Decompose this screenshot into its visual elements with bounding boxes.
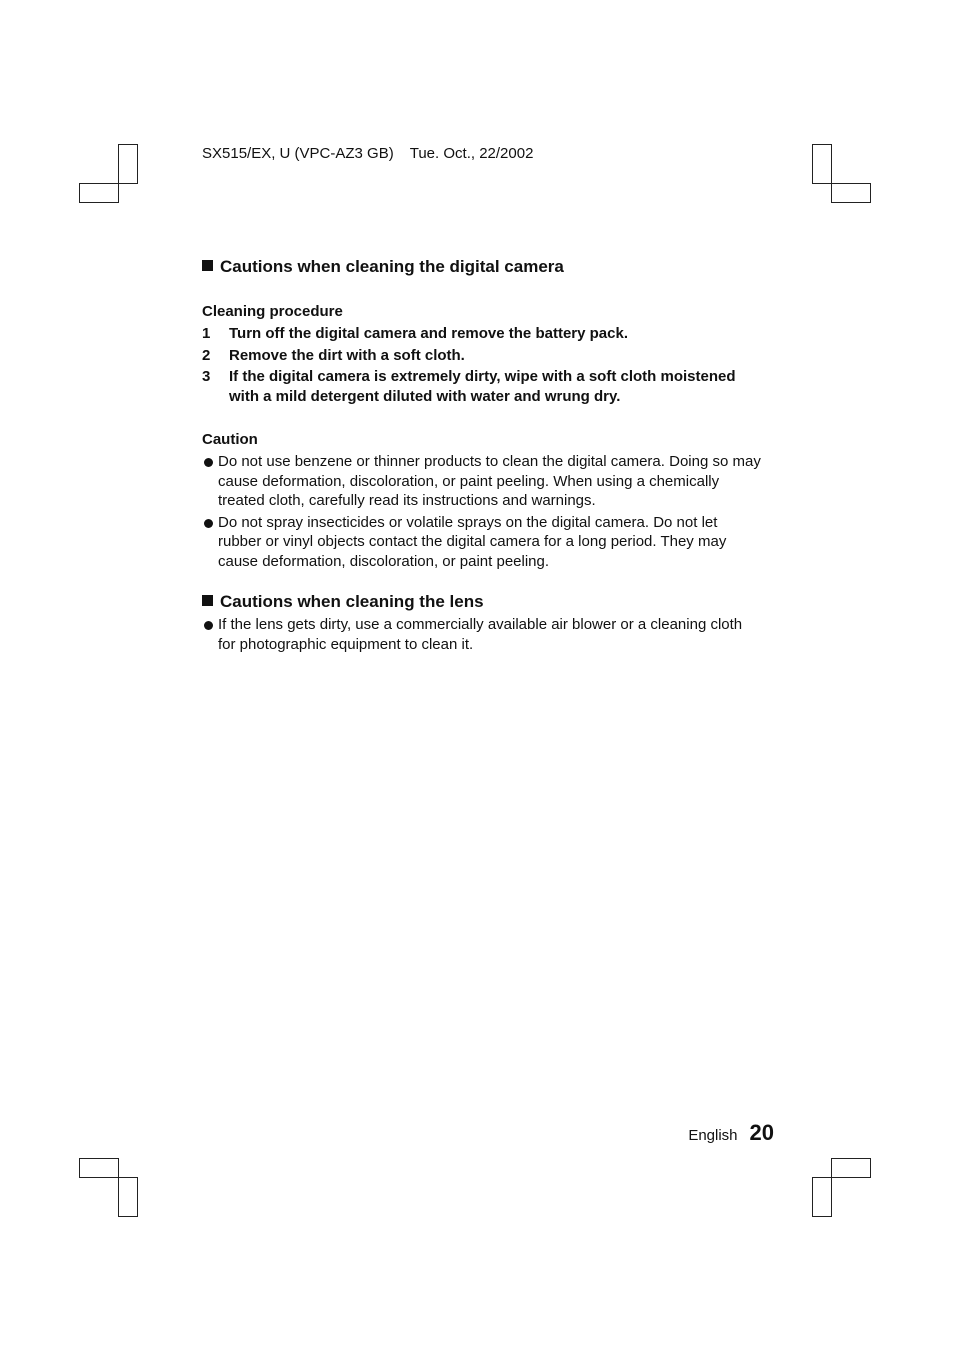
crop-mark [118, 144, 138, 184]
procedure-step [202, 324, 762, 344]
bullet-dot-icon [202, 513, 218, 572]
procedure-step [202, 346, 762, 366]
section-title: Cautions when cleaning the lens [220, 592, 484, 611]
step-number: 1 [202, 325, 211, 342]
step-number: 3 [202, 368, 211, 385]
crop-mark [812, 144, 832, 184]
crop-mark [831, 183, 871, 203]
lens-list [202, 615, 762, 654]
procedure-step [202, 367, 762, 406]
model-text: SX515/EX, U (VPC-AZ3 GB) [202, 145, 394, 162]
caution-list [202, 452, 762, 571]
crop-mark [79, 183, 119, 203]
caution-text: Do not use benzene or thinner products to clean the digital camera. Doing so may cause deformation, discoloration, or paint peeling. When using a chemically treated cloth, carefully read its instructions and warnings. [218, 453, 761, 509]
lens-text: If the lens gets dirty, use a commercially available air blower or a cleaning cloth for photographic equipment to clean it. [218, 616, 743, 653]
list-item [202, 615, 762, 654]
caution-heading: Caution [202, 431, 258, 448]
section-heading-camera [202, 256, 762, 278]
step-text: Turn off the digital camera and remove the battery pack. [229, 325, 628, 342]
step-text: If the digital camera is extremely dirty, wipe with a soft cloth moistened with a mild detergent diluted with water and wrung dry. [229, 368, 736, 405]
step-text: Remove the dirt with a soft cloth. [229, 346, 465, 364]
page-content [202, 256, 762, 656]
list-item [202, 452, 762, 511]
square-bullet-icon [202, 595, 213, 606]
list-item [202, 513, 762, 572]
step-number: 2 [202, 346, 211, 364]
page-footer [688, 1120, 774, 1146]
page-number: 20 [749, 1120, 774, 1145]
date-text: Tue. Oct., 22/2002 [409, 145, 534, 162]
section-heading-lens [202, 591, 762, 613]
caution-text: Do not spray insecticides or volatile sprays on the digital camera. Do not let rubber or vinyl objects contact the digital camera for a long period. They may cause deformation, discoloration, or paint peeling. [218, 513, 727, 570]
bullet-dot-icon [202, 615, 218, 654]
crop-mark [118, 1177, 138, 1217]
square-bullet-icon [202, 260, 213, 271]
procedure-heading: Cleaning procedure [202, 303, 343, 320]
section-title: Cautions when cleaning the digital camera [220, 257, 564, 276]
crop-mark [831, 1158, 871, 1178]
procedure-steps [202, 324, 762, 406]
bullet-dot-icon [202, 452, 218, 511]
crop-mark [812, 1177, 832, 1217]
language-label: English [688, 1127, 738, 1144]
crop-mark [79, 1158, 119, 1178]
running-header [202, 145, 533, 162]
